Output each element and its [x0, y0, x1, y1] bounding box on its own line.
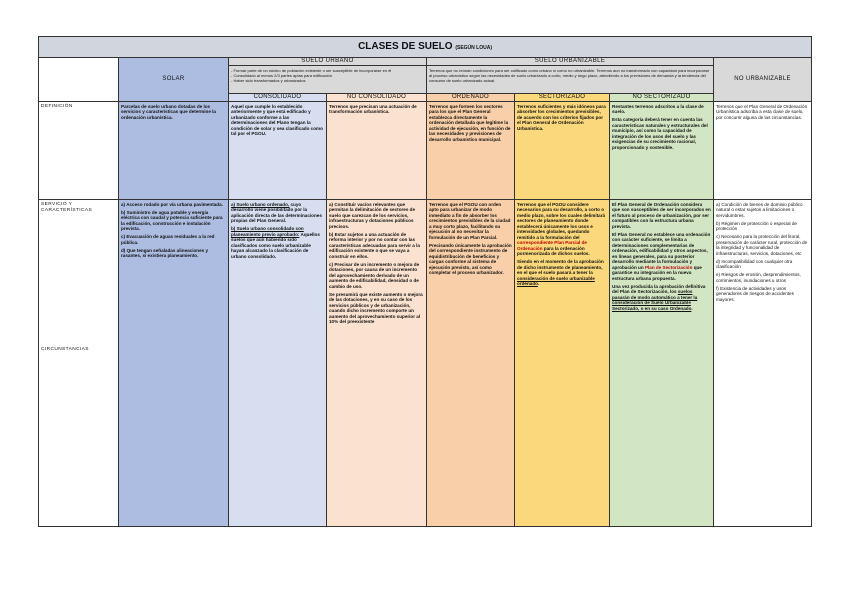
serv-no-consolidado [327, 200, 427, 527]
def-sectorizado: Terrenos suficientes y más idóneos para absorber los crecimientos previsibles, de acuerdo con los criterios fijados por el Plan General de Ordenación Urbanística. [515, 102, 610, 200]
serv-no-urbanizable [714, 200, 812, 527]
serv-sectorizado-p2 [517, 259, 607, 287]
urbano-note-2: - Consolidado al menos 2/3 partes aptas para edificación [231, 72, 332, 78]
table-title [39, 37, 812, 58]
serv-sectorizado-p1-pre: Terrenos que el PGOU considere necesarios para su desarrollo, a corto o medio plazo, sobre los cuales delimitará sectores de planeamiento donde establecerá únicamente los usos e intensidades globales, quedando remitido a la formulación del [517, 201, 606, 240]
row-label-definicion: DEFINICIÓN [39, 102, 119, 200]
serv-no-consolidado-a: a) Constituir vacíos relevantes que permitan la delimitación de sectores de suelo que carezcan de los servicios, infraestructuras y dotaciones públicos precisos. [329, 201, 416, 229]
serv-no-consolidado-c: c) Precisar de un incremento o mejora de dotaciones, por causa de un incremento del aprovechamiento derivado de un aumento de edificabilidad, densidad o de cambio de uso. [329, 261, 420, 289]
serv-ordenado [427, 200, 515, 527]
serv-no-urbanizable-e: e) Riesgos de erosión, desprendimientos, corrimientos, inundaciones u otros [716, 272, 801, 283]
serv-sectorizado [515, 200, 610, 527]
title-text: CLASES DE SUELO [358, 41, 453, 52]
serv-sectorizado-p1 [517, 202, 607, 257]
subhead-sectorizado: SECTORIZADO [515, 94, 610, 102]
serv-solar-c: c) Evacuación de aguas residuales a la red pública. [121, 234, 215, 245]
row-label-circunstancias: CIRCUNSTANCIAS [41, 347, 89, 353]
serv-no-urbanizable-d: d) Incompatibilidad con cualquier otra clasificación [716, 258, 793, 270]
serv-no-sectorizado-p2 [612, 232, 711, 282]
soil-classes-table [38, 36, 812, 527]
serv-no-sectorizado-p3-u: suelos pasarán de modo automático a tener la consideración de Suelo Urbanizable Sectorizado, o en su caso Ordenado [612, 289, 698, 311]
serv-no-urbanizable-b: b) Régimen de protección o especial de protección [716, 220, 797, 232]
serv-solar-a: a) Acceso rodado por vía urbana pavimentada. [121, 201, 223, 207]
corner-cell [39, 58, 119, 102]
def-no-sectorizado-p2: Esta categoría deberá tener en cuenta las características naturales y estructurales del municipio, así como la capacidad de integración de los usos del suelo y las exigencias de su crecimiento racional, proporcionado y sostenible. [612, 117, 708, 150]
serv-no-sectorizado [610, 200, 714, 527]
serv-solar [119, 200, 229, 527]
def-no-urbanizable: Terrenos que el Plan General de Ordenación Urbanística adscriba a esta clase de suelo, por concurrir alguna de las circunstancias. [714, 102, 812, 200]
serv-sectorizado-p2-u: consideración de suelo urbanizable ordenado [517, 275, 595, 287]
serv-ordenado-p2: Precisando únicamente la aprobación del correspondiente instrumento de equidistribución de beneficios y cargas conforme al sistema de ejecución previsto, así como completar el proceso urbanizador. [429, 242, 512, 276]
serv-consolidado-b [231, 226, 324, 259]
urbano-notes [229, 66, 427, 94]
serv-no-sectorizado-p1: El Plan General de Ordenación considera que son susceptibles de ser incorporados en el futuro al proceso de urbanización, por ser compatibles con la estructura urbana prevista. [612, 201, 711, 229]
serv-no-sectorizado-p2-post: que garantice su integración en la nueva estructura urbana propuesta. [612, 264, 702, 281]
urbano-note-1: - Formar parte de un núcleo de población existente o ser susceptible de incorporarse en él [231, 67, 392, 73]
serv-sectorizado-p2-pre: Siendo en el momento de la aprobación de dicho instrumento de planeamiento, en el que el suelo pasará a tener la [517, 259, 604, 276]
serv-no-sectorizado-p3 [612, 284, 711, 312]
serv-consolidado-b-label: b) Suelo urbano consolidado con planeamiento previo aprobado: [231, 226, 304, 237]
serv-consolidado-a [231, 202, 324, 224]
def-solar: Parcelas de suelo urbano dotadas de los servicios y características que determine la ordenación urbanística. [119, 102, 229, 200]
serv-sectorizado-p1-red: correspondiente Plan Parcial de Ordenación [517, 240, 587, 251]
serv-no-sectorizado-p2-pre: El Plan General no establece una ordenación con carácter suficiente, se limita a determinaciones complementarias de ordenación, edificabilidad y otros aspectos, en líneas generales, para su posterior desarrollo mediante la formulación y aprobación un [612, 231, 711, 270]
serv-sectorizado-p2-post: . [537, 281, 540, 287]
def-no-sectorizado [610, 102, 714, 200]
row-label-servicio-circunstancias [39, 200, 119, 527]
serv-solar-b: b) Suministro de agua potable y energía eléctrica con caudal y potencia suficiente para la edificación, construcción e instalación prevista. [121, 209, 223, 232]
serv-no-sectorizado-p3-post: . [691, 305, 693, 311]
def-ordenado: Terrenos que formen los sectores para los que el Plan General establezca directamente la ordenación detallada que legitime la actividad de ejecución, en función de las necesidades y previsiones de desarrollo urbanístico municipal. [427, 102, 515, 200]
serv-no-sectorizado-p3-pre: Una vez producida la aprobación definitiva del Plan de Sectorización, los [612, 283, 706, 295]
serv-consolidado-b-text: Aquellos suelos que aún habiendo sido clasificados como suelo urbanizable hayan alcanzado la clasificación de urbano consolidado. [231, 231, 320, 259]
serv-ordenado-p1: Terrenos que el PGOU con orden apto para urbanizar de modo inmediato a fin de absorber los crecimientos previsibles de la ciudad a muy corto plazo, facilitando su ejecución al no necesitar la formulación de un Plan Parcial. [429, 201, 511, 240]
def-consolidado: Aquel que cumple lo establecido anteriormente y que está edificado y urbanizado conforme a las determinaciones del Plano tengan la condición de solar y sea clasificado como tal por el PGOU. [229, 102, 327, 200]
header-solar: SOLAR [119, 58, 229, 102]
urbano-note-3: - Haber sido transformados y urbanizados [231, 77, 306, 83]
subhead-no-sectorizado: NO SECTORIZADO [610, 94, 714, 102]
serv-no-urbanizable-c: c) Necesario para la protección del litoral, preservación de carácter rural, protección de la integridad y funcionalidad de infraestructuras, servicios, dotaciones, etc [716, 234, 808, 256]
serv-no-urbanizable-f: f) Existencia de actividades y usos generadores de riesgos de accidentes mayores. [716, 285, 794, 302]
row-label-servicio: SERVICIO Y CARACTERÍSTICAS [41, 201, 93, 213]
header-suelo-urbanizable: SUELO URBANIZABLE [427, 58, 714, 66]
header-suelo-urbano: SUELO URBANO [229, 58, 427, 66]
serv-consolidado-a-text: cuyo desarrollo viene posibilitado por la aplicación directa de las determinaciones propias del Plan General. [231, 201, 322, 224]
subhead-ordenado: ORDENADO [427, 94, 515, 102]
serv-no-urbanizable-a: a) Condición de bienes de dominio público natural o estar sujetos a limitaciones o servidumbres. [716, 201, 803, 218]
title-subtitle: (SEGÚN LOUA) [455, 45, 492, 51]
def-no-sectorizado-p1: Restantes terrenos adscritos a la clase de suelo. [612, 103, 704, 115]
serv-consolidado-a-label: a) Suelo urbano ordenado, [231, 201, 290, 207]
serv-no-sectorizado-p2-red: Plan de Sectorización [644, 264, 693, 270]
serv-no-consolidado-d: Se presumirá que existe aumento o mejora de las dotaciones, y en su caso de los servicios públicos y de urbanización, cuando dicho incremento comporte un aumento del aprovechamiento superior al 10% del preexistente [329, 291, 423, 325]
urbanizable-notes: Terrenos que no reúnan condiciones para ser calificado como urbano ni como no urbanizable. Terrenos aun no transformado con capacidad para incorporarse al proceso urbanístico según las necesidades de suelo urbanizado a corto, medio y largo plazo, atendiendo a los previsiones de demanda y la tendencia del consumo de suelo urbanizado actual. [427, 66, 714, 94]
serv-no-consolidado-b: b) Estar sujetos a una actuación de reforma interior y por no contar con las características adecuadas para servir a la edificación existente o que se vaya a construir en ellos. [329, 231, 420, 259]
serv-sectorizado-p1-post: para la ordenación pormenorizada de dichos suelos. [517, 245, 590, 257]
subhead-consolidado: CONSOLIDADO [229, 94, 327, 102]
def-no-consolidado: Terrenos que precisan una actuación de transformación urbanística. [327, 102, 427, 200]
header-no-urbanizable: NO URBANIZABLE [714, 58, 812, 102]
subhead-no-consolidado: NO CONSOLIDADO [327, 94, 427, 102]
serv-consolidado [229, 200, 327, 527]
serv-solar-d: d) Que tengan señaladas alineaciones y rasantes, si existiera planeamiento. [121, 247, 209, 259]
